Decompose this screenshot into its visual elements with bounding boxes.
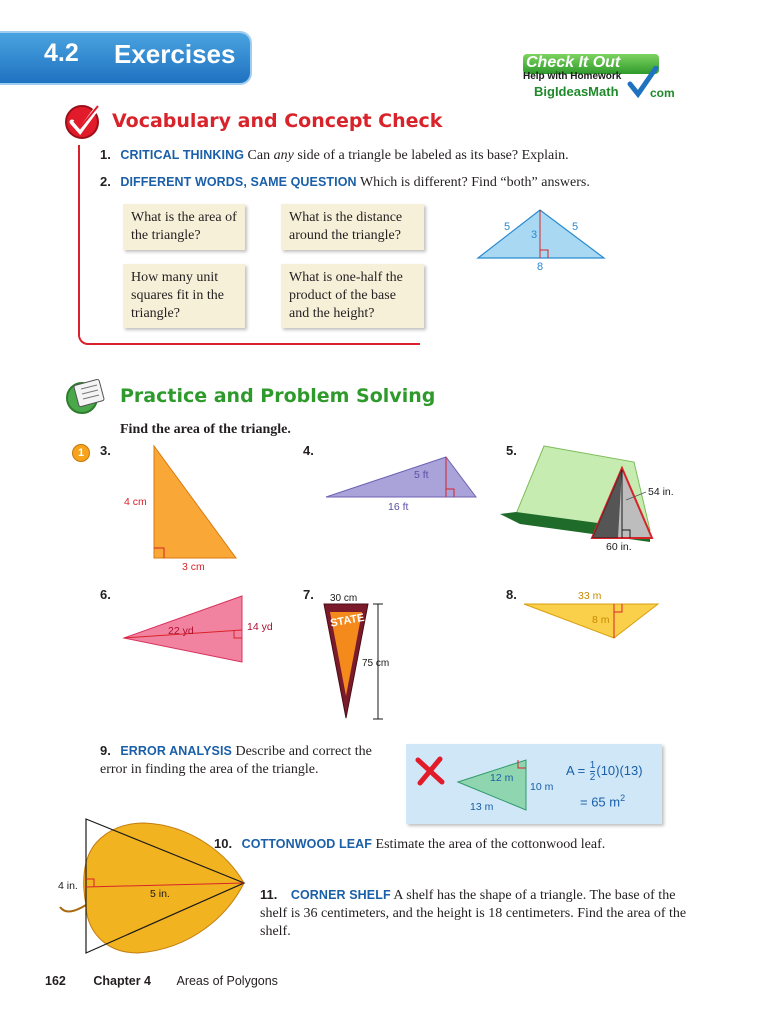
practice-instruction: Find the area of the triangle. [120, 422, 291, 437]
problem-8-figure [520, 584, 670, 644]
base-label: 3 cm [182, 561, 205, 573]
pennant-label: STATE [329, 611, 366, 630]
problem-number: 5. [506, 443, 517, 458]
problem-number: 4. [303, 443, 314, 458]
side-label-right: 5 [572, 221, 579, 233]
question-text: side of a triangle be labeled as its base? Explain. [293, 148, 569, 163]
question-term: COTTONWOOD LEAF [241, 837, 373, 851]
base-label: 5 in. [150, 888, 170, 900]
fraction-numerator: 1 [589, 760, 596, 771]
question-text: Which is different? Find “both” answers. [359, 175, 590, 190]
problem-4-figure [320, 440, 485, 515]
base-label: 8 [537, 261, 544, 273]
height-label: 8 m [592, 614, 610, 626]
isosceles-triangle [478, 210, 604, 258]
height-label: 22 yd [168, 625, 194, 637]
side-label-left: 5 [504, 221, 511, 233]
question-number: 11. [260, 887, 278, 902]
error-work-line-1 [566, 760, 643, 783]
question-card: How many unit squares fit in the triangle? [123, 264, 245, 328]
right-triangle [154, 446, 236, 558]
question-text: Can [247, 148, 274, 163]
check-it-out-logo[interactable] [520, 52, 675, 102]
question-number: 9. [100, 743, 111, 758]
check-badge-icon [62, 100, 104, 142]
question-emphasis: any [273, 148, 294, 163]
question-term: CORNER SHELF [290, 888, 391, 902]
question-10 [214, 835, 734, 854]
problem-number: 8. [506, 587, 517, 602]
height-label: 5 ft [414, 469, 429, 481]
question-number: 2. [100, 174, 111, 189]
question-text: Describe and correct the error in finding the area of the triangle. [100, 744, 372, 777]
question-term: ERROR ANALYSIS [120, 744, 232, 758]
base-label: 33 m [578, 590, 602, 602]
question-card: What is the area of the triangle? [123, 204, 245, 250]
problem-number: 7. [303, 587, 314, 602]
base-label: 16 ft [388, 501, 409, 513]
base-label: 60 in. [606, 541, 632, 553]
chapter-title: Areas of Polygons [176, 974, 278, 988]
error-x-icon [414, 756, 446, 786]
question-term: CRITICAL THINKING [120, 148, 245, 162]
problem-5-tent-figure [500, 440, 700, 555]
obtuse-triangle [524, 604, 658, 638]
problem-number: 6. [100, 587, 111, 602]
side-label-c: 13 m [470, 801, 494, 813]
question-text: Estimate the area of the cottonwood leaf. [375, 837, 606, 852]
work-text: A = [566, 762, 586, 778]
fraction-denominator: 2 [589, 772, 596, 783]
height-label: 75 cm [362, 658, 390, 669]
question-11 [260, 886, 700, 941]
question-card: What is one-half the product of the base and the height? [281, 264, 424, 328]
side-label-b: 10 m [530, 781, 554, 793]
question-text: A shelf has the shape of a triangle. The base of the shelf is 36 centimeters, and the height is 18 centimeters. Find the area of the shelf. [260, 888, 687, 939]
question-number: 10. [214, 836, 233, 851]
height-label: 4 cm [124, 496, 147, 508]
height-label: 3 [531, 229, 538, 241]
logo-domain: com [650, 86, 675, 100]
error-triangle-figure [450, 752, 560, 822]
page-number: 162 [45, 974, 66, 988]
logo-subtitle: Help with Homework [523, 71, 622, 82]
height-label: 54 in. [648, 486, 674, 498]
question-1 [100, 146, 700, 165]
problem-6-figure [118, 584, 288, 669]
vocab-triangle-figure [470, 200, 620, 280]
problem-3-figure [110, 440, 250, 575]
work-text: = 65 m [580, 794, 621, 810]
work-text: (10)(13) [596, 762, 643, 778]
question-card: What is the distance around the triangle? [281, 204, 424, 250]
error-work-line-2 [580, 793, 625, 809]
problem-7-pennant-figure [318, 584, 408, 724]
logo-title: Check It Out [526, 54, 621, 71]
vocab-section-title: Vocabulary and Concept Check [112, 110, 443, 132]
section-title: Exercises [114, 39, 236, 69]
example-badge: 1 [72, 444, 90, 462]
base-label: 14 yd [247, 621, 273, 633]
work-exponent: 2 [620, 793, 626, 803]
question-number: 1. [100, 147, 111, 162]
notebook-icon [62, 376, 110, 416]
problem-number: 3. [100, 443, 111, 458]
chapter-label: Chapter 4 [93, 974, 151, 988]
section-number: 4.2 [44, 39, 79, 67]
work-fraction [590, 760, 596, 783]
practice-section-title: Practice and Problem Solving [120, 385, 436, 407]
height-label: 4 in. [58, 880, 78, 892]
logo-site: BigIdeasMath [534, 84, 619, 99]
question-term: DIFFERENT WORDS, SAME QUESTION [120, 175, 357, 189]
question-2 [100, 173, 700, 192]
side-label-a: 12 m [490, 772, 514, 784]
footer [45, 974, 278, 988]
question-9 [100, 742, 400, 779]
base-label: 30 cm [330, 593, 358, 604]
